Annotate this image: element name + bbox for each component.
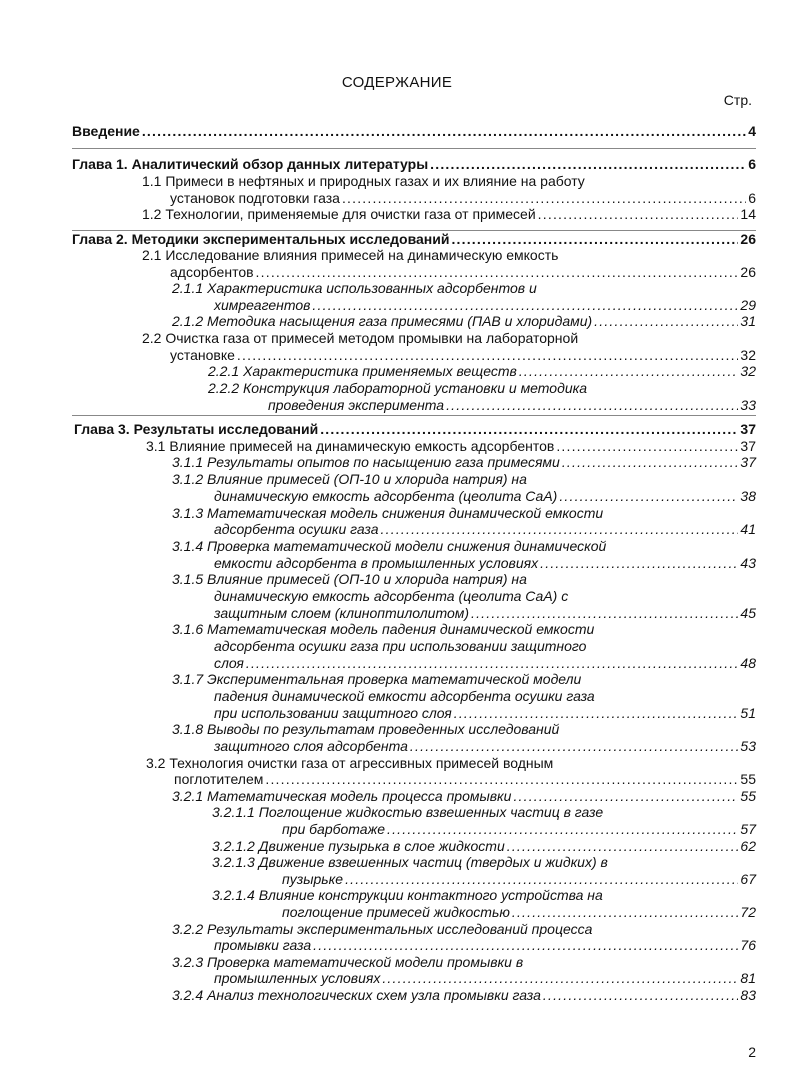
toc-entry (146, 755, 553, 772)
toc-leader-dots (451, 231, 738, 248)
toc-entry-page: 32 (740, 347, 756, 363)
toc-entry-page: 37 (740, 438, 756, 454)
page-column-header: Стр. (723, 92, 752, 108)
toc-entry-page: 48 (740, 655, 756, 671)
toc-leader-dots (345, 871, 738, 888)
toc-entry-page: 6 (748, 156, 756, 172)
toc-entry-title: динамическую емкость адсорбента (цеолита СаА) с (214, 588, 569, 604)
toc-leader-dots (410, 738, 739, 755)
toc-leader-dots (342, 190, 746, 207)
toc-entry (172, 954, 523, 971)
toc-entry-title: 3.1.8 Выводы по результатам проведенных исследований (172, 721, 560, 737)
toc-entry (208, 380, 587, 397)
toc-entry (172, 280, 537, 297)
section-divider (72, 148, 756, 149)
toc-entry (282, 871, 756, 888)
toc-leader-dots (556, 438, 738, 455)
toc-entry-title: 3.2.1.4 Влияние конструкции контактного устройства на (212, 887, 603, 903)
toc-entry (172, 621, 594, 638)
toc-entry (214, 588, 568, 605)
toc-leader-dots (142, 123, 746, 140)
toc-entry (142, 330, 578, 347)
toc-entry-page: 76 (740, 937, 756, 953)
toc-entry (172, 721, 559, 738)
toc-entry-title: 3.1 Влияние примесей на динамическую емкость адсорбентов (146, 438, 555, 454)
toc-entry-page: 51 (740, 705, 756, 721)
toc-entry (214, 970, 756, 987)
toc-entry-title: 3.1.2 Влияние примесей (ОП-10 и хлорида натрия) на (172, 471, 527, 487)
toc-leader-dots (562, 454, 739, 471)
toc-leader-dots (538, 206, 739, 223)
toc-leader-dots (507, 838, 739, 855)
toc-entry-page: 14 (740, 206, 756, 222)
toc-entry (142, 247, 558, 264)
toc-entry (172, 538, 606, 555)
toc-leader-dots (430, 156, 746, 173)
toc-entry (170, 264, 756, 281)
toc-entry-title: 3.2.1.2 Движение пузырька в слое жидкости (212, 838, 505, 854)
toc-entry-title: установке (170, 347, 235, 363)
toc-leader-dots (559, 488, 738, 505)
toc-entry-title: 3.1.6 Математическая модель падения динамической емкости (172, 621, 595, 637)
toc-leader-dots (313, 937, 738, 954)
toc-entry (72, 231, 756, 248)
toc-leader-dots (382, 970, 738, 987)
toc-entry (214, 655, 756, 672)
toc-entry-title: 3.1.5 Влияние примесей (ОП-10 и хлорида натрия) на (172, 571, 527, 587)
toc-entry-title: 2.2.2 Конструкция лабораторной установки и методика (208, 380, 588, 396)
toc-leader-dots (454, 705, 739, 722)
toc-entry (214, 605, 756, 622)
toc-entry-title: поглощение примесей жидкостью (282, 904, 510, 920)
toc-leader-dots (381, 521, 739, 538)
toc-entry-page: 81 (740, 970, 756, 986)
toc-entry-title: 3.2.1.1 Поглощение жидкостью взвешенных частиц в газе (212, 804, 604, 820)
toc-entry (212, 854, 608, 871)
toc-entry (214, 738, 756, 755)
toc-entry-page: 32 (740, 363, 756, 379)
toc-entry-title: адсорбентов (170, 264, 254, 280)
toc-entry-page: 41 (740, 521, 756, 537)
toc-entry-title: химреагентов (214, 297, 311, 313)
toc-entry (212, 804, 603, 821)
toc-entry-page: 31 (740, 313, 756, 329)
toc-entry-title: динамическую емкость адсорбента (цеолита СаА) (214, 488, 558, 504)
toc-entry-title: защитным слоем (клиноптилолитом) (214, 605, 469, 621)
toc-entry-title: адсорбента осушки газа (214, 521, 379, 537)
toc-entry (268, 397, 756, 414)
toc-entry-title: 1.1 Примеси в нефтяных и природных газах и их влияние на работу (142, 173, 585, 189)
toc-entry-title: Глава 1. Аналитический обзор данных литературы (72, 156, 429, 172)
toc-entry (172, 313, 756, 330)
toc-entry-title: 1.2 Технологии, применяемые для очистки газа от примесей (142, 206, 536, 222)
toc-entry (170, 347, 756, 364)
toc-entry (172, 505, 603, 522)
toc-entry-title: 3.2.1.3 Движение взвешенных частиц (твердых и жидких) в (212, 854, 608, 870)
toc-entry (172, 571, 527, 588)
toc-entry-page: 55 (740, 788, 756, 804)
toc-leader-dots (387, 821, 738, 838)
toc-entry-title: промывки газа (214, 937, 312, 953)
toc-leader-dots (519, 363, 739, 380)
toc-entry-title: адсорбента осушки газа при использовании защитного (214, 638, 587, 654)
toc-leader-dots (246, 655, 739, 672)
toc-leader-dots (446, 397, 738, 414)
toc-entry-title: 3.2.1 Математическая модель процесса промывки (172, 788, 512, 804)
toc-entry-title: емкости адсорбента в промышленных условиях (214, 555, 539, 571)
toc-entry-title: 3.1.1 Результаты опытов по насыщению газа примесями (172, 454, 560, 470)
toc-entry-title: Введение (72, 123, 140, 139)
toc-entry-title: 3.2 Технология очистки газа от агрессивных примесей водным (146, 755, 554, 771)
toc-entry-title: 3.1.7 Экспериментальная проверка математической модели (172, 671, 582, 687)
toc-entry (172, 454, 756, 471)
toc-entry (172, 788, 756, 805)
toc-entry-title: 2.2 Очистка газа от примесей методом промывки на лабораторной (142, 330, 579, 346)
toc-entry-title: 2.2.1 Характеристика применяемых веществ (208, 363, 517, 379)
toc-entry-page: 67 (740, 871, 756, 887)
toc-leader-dots (513, 788, 738, 805)
toc-entry-page: 57 (740, 821, 756, 837)
toc-entry-title: 3.2.4 Анализ технологических схем узла промывки газа (172, 987, 541, 1003)
toc-entry-page: 55 (740, 771, 756, 787)
toc-entry-page: 26 (740, 264, 756, 280)
toc-entry (172, 671, 581, 688)
toc-entry-page: 33 (740, 397, 756, 413)
toc-leader-dots (540, 555, 738, 572)
toc-entry-page: 72 (740, 904, 756, 920)
toc-entry-page: 29 (740, 297, 756, 313)
toc-entry-page: 83 (740, 987, 756, 1003)
toc-entry (214, 638, 586, 655)
toc-leader-dots (543, 987, 739, 1004)
toc-entry-title: поглотителем (174, 771, 264, 787)
toc-entry (282, 821, 756, 838)
toc-entry (72, 156, 756, 173)
toc-entry (174, 771, 756, 788)
toc-entry-title: промышленных условиях (214, 970, 381, 986)
toc-entry (214, 488, 756, 505)
toc-entry (208, 363, 756, 380)
toc-leader-dots (237, 347, 739, 364)
toc-entry-title: защитного слоя адсорбента (214, 738, 408, 754)
toc-entry-page: 26 (740, 231, 756, 247)
toc-entry (212, 887, 603, 904)
toc-entry (72, 123, 756, 140)
toc-leader-dots (256, 264, 739, 281)
toc-entry (170, 190, 756, 207)
toc-entry-page: 37 (740, 421, 756, 437)
page-title: СОДЕРЖАНИЕ (341, 74, 453, 91)
toc-entry-title: проведения эксперимента (268, 397, 445, 413)
toc-entry-title: 2.1 Исследование влияния примесей на динамическую емкость (142, 247, 559, 263)
toc-entry (142, 173, 585, 190)
toc-entry-page: 38 (740, 488, 756, 504)
toc-entry-title: установок подготовки газа (170, 190, 340, 206)
toc-leader-dots (312, 297, 738, 314)
toc-entry (214, 705, 756, 722)
toc-entry (172, 921, 592, 938)
toc-entry-page: 45 (740, 605, 756, 621)
toc-entry-title: 3.2.3 Проверка математической модели промывки в (172, 954, 524, 970)
toc-entry-title: 2.1.2 Методика насыщения газа примесями (ПАВ и хлоридами) (172, 313, 593, 329)
toc-entry (214, 297, 756, 314)
toc-entry-title: Глава 2. Методики экспериментальных исследований (72, 231, 450, 247)
section-divider (72, 415, 756, 416)
toc-entry-title: 3.2.2 Результаты экспериментальных исследований процесса (172, 921, 593, 937)
toc-entry-title: слоя (214, 655, 244, 671)
toc-entry (172, 987, 756, 1004)
toc-entry-title: пузырьке (282, 871, 344, 887)
toc-entry (214, 688, 595, 705)
page-number: 2 (748, 1044, 756, 1060)
toc-leader-dots (594, 313, 738, 330)
toc-leader-dots (320, 421, 738, 438)
toc-entry-title: при барботаже (282, 821, 385, 837)
toc-entry (74, 421, 756, 438)
toc-entry (214, 937, 756, 954)
toc-entry-title: падения динамической емкости адсорбента осушки газа (214, 688, 595, 704)
toc-entry-title: Глава 3. Результаты исследований (74, 421, 319, 437)
toc-entry-title: 2.1.1 Характеристика использованных адсорбентов и (172, 280, 537, 296)
toc-entry (146, 438, 756, 455)
toc-entry-page: 6 (748, 190, 756, 206)
toc-entry-title: 3.1.3 Математическая модель снижения динамической емкости (172, 505, 604, 521)
toc-entry-page: 43 (740, 555, 756, 571)
toc-entry-page: 62 (740, 838, 756, 854)
toc-entry (212, 838, 756, 855)
toc-leader-dots (512, 904, 739, 921)
toc-entry (142, 206, 756, 223)
toc-entry (214, 521, 756, 538)
toc-entry-title: при использовании защитного слоя (214, 705, 452, 721)
toc-entry (214, 555, 756, 572)
toc-entry-page: 4 (748, 123, 756, 139)
toc-leader-dots (471, 605, 738, 622)
toc-entry-page: 53 (740, 738, 756, 754)
toc-leader-dots (265, 771, 738, 788)
toc-entry (282, 904, 756, 921)
toc-entry-page: 37 (740, 454, 756, 470)
toc-entry-title: 3.1.4 Проверка математической модели снижения динамической (172, 538, 607, 554)
toc-entry (172, 471, 527, 488)
